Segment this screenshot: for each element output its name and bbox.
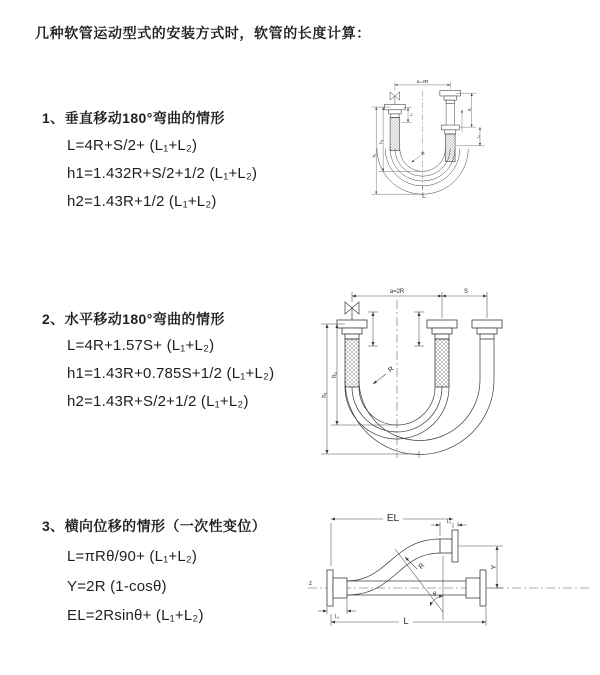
y-label: Y [491,564,498,570]
upper-flange-displaced [440,530,458,562]
fixed-end-flange [385,104,406,150]
middle-end-flange [427,320,457,387]
theta-label: θ [433,592,437,598]
radius-label: R [417,562,427,571]
section-1-formula-L: L=4R+S/2+ (L₁+L₂) [67,137,198,154]
valve-icon [345,302,359,320]
stroke-label: S [467,108,473,112]
displaced-end-flange [472,320,502,380]
hose-braid [390,117,400,150]
dimension-stroke-s [442,289,487,296]
end2-label: L₂ [476,134,481,138]
hose-braid [435,339,449,387]
section-1-formula-h2: h2=1.43R+1/2 (L₁+L₂) [67,193,217,210]
section-3-formula-Y: Y=2R (1-cosθ) [67,578,167,595]
section-2-heading: 2、水平移动180°弯曲的情形 [42,311,225,327]
stroke-indicators [368,312,424,346]
radius-callout [412,150,428,162]
radius-label: R [387,365,396,375]
dimension-stroke-s [456,93,476,127]
el-label: EL [386,513,400,524]
diagram-vertical-movement [315,78,600,253]
stroke-label: S [463,289,469,295]
end1-label: L₁ [334,614,340,620]
span-label: a=2R [416,79,429,85]
dimension-end2 [431,519,467,536]
end1-label: L₁ [409,113,414,117]
dimension-end1 [318,599,356,620]
fixed-end-flange [337,320,367,387]
radius-label: R [420,151,427,158]
length-callout [422,186,426,200]
section-2-formula-h2: h2=1.43R+S/2+1/2 (L₁+L₂) [67,393,249,410]
section-1-formula-h1: h1=1.432R+S/2+1/2 (L₁+L₂) [67,165,258,182]
page-title: 几种软管运动型式的安装方式时，软管的长度计算： [35,25,371,41]
section-3-heading: 3、横向位移的情形（一次性变位） [42,518,267,534]
section-3-formula-EL: EL=2Rsinθ+ (L₁+L₂) [67,607,204,624]
dimension-span-a2r [395,79,450,91]
right-flange-original [466,570,486,606]
section-2-formula-L: L=4R+1.57S+ (L₁+L₂) [67,337,215,354]
hose-braid [445,134,455,162]
h1-label: h₁ [371,153,377,158]
dimension-length [331,607,486,626]
h2-label: h₂ [332,372,338,378]
diagram-horizontal-movement [315,288,600,460]
dimension-h1-h2 [321,324,419,454]
section-1-heading: 1、垂直移动180°弯曲的情形 [42,110,225,126]
length-label: L [422,192,426,200]
axis-label: z [309,581,312,587]
section-2-formula-h1: h1=1.43R+0.785S+1/2 (L₁+L₂) [67,365,275,382]
span-label: a=2R [389,289,405,295]
valve-icon [390,92,400,104]
h2-label: h₂ [378,139,384,144]
h1-label: h₁ [322,392,328,398]
end2-label: L₂ [446,519,452,525]
hose-braid [345,339,359,387]
radius-callout [373,366,395,384]
dimension-end2 [456,127,484,146]
left-flange [327,570,347,606]
section-3-formula-L: L=πRθ/90+ (L₁+L₂) [67,548,198,565]
diagram-lateral-displacement [300,505,600,630]
length-label: L [403,616,409,626]
angle-construction [395,549,443,620]
